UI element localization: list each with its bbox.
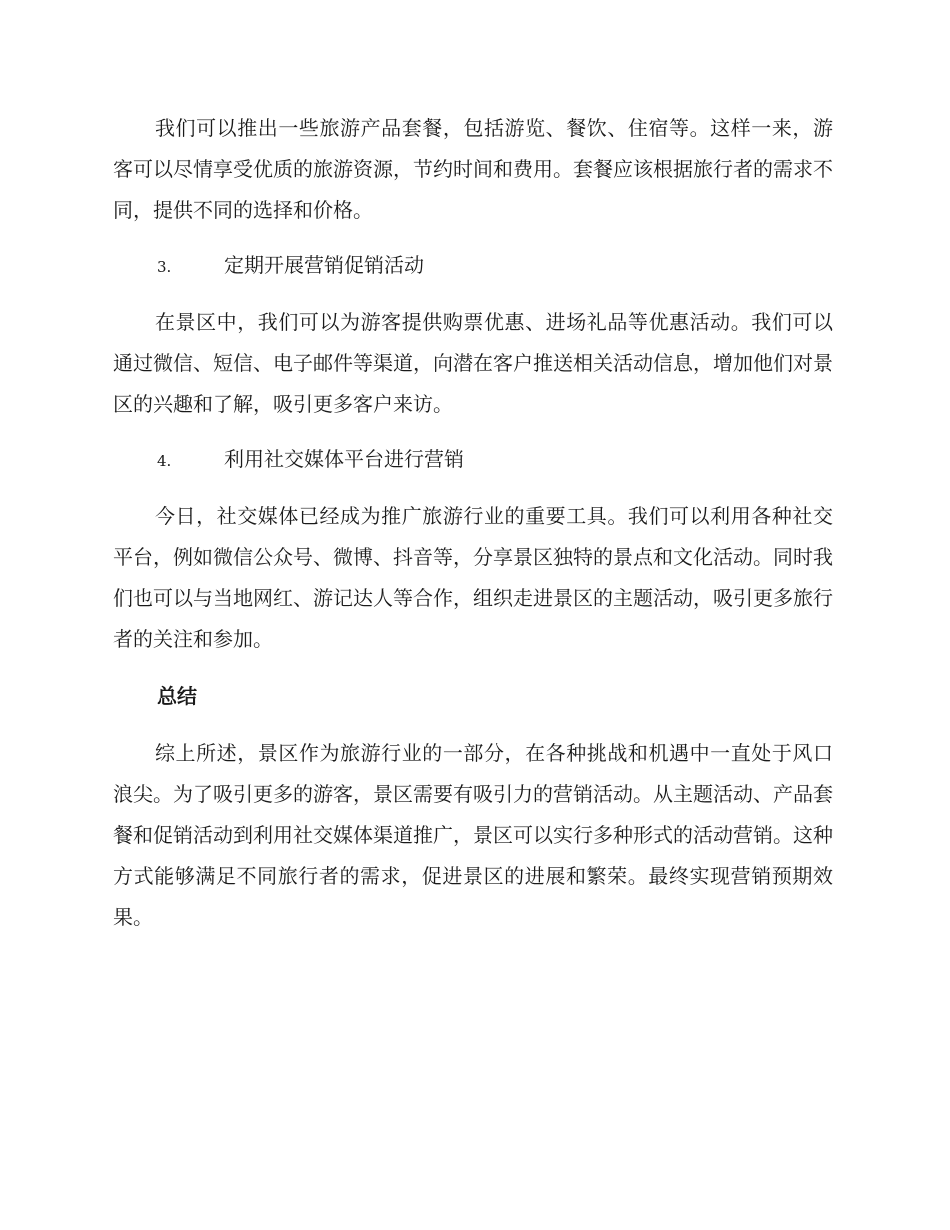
spacer: [113, 288, 833, 302]
spacer: [113, 717, 833, 733]
spacer: [113, 425, 833, 439]
spacer: [113, 660, 833, 676]
list-item-4: [113, 439, 833, 482]
list-number: 4.: [157, 452, 172, 470]
paragraph-promotions: 在景区中，我们可以为游客提供购票优惠、进场礼品等优惠活动。我们可以通过微信、短信、电子邮件等渠道，向潜在客户推送相关活动信息，增加他们对景区的兴趣和了解，吸引更多客户来访。: [113, 310, 833, 416]
spacer: [113, 231, 833, 245]
paragraph-summary: 综上所述，景区作为旅游行业的一部分，在各种挑战和机遇中一直处于风口浪尖。为了吸引更多的游客，景区需要有吸引力的营销活动。从主题活动、产品套餐和促销活动到利用社交媒体渠道推广，景区可以实行多种形式的活动营销。这种方式能够满足不同旅行者的需求，促进景区的进展和繁荣。最终实现营销预期效果。: [113, 741, 833, 929]
spacer: [113, 482, 833, 496]
paragraph-product-packages: 我们可以推出一些旅游产品套餐，包括游览、餐饮、住宿等。这样一来，游客可以尽情享受优质的旅游资源，节约时间和费用。套餐应该根据旅行者的需求不同，提供不同的选择和价格。: [113, 116, 833, 222]
paragraph-social-media: 今日，社交媒体已经成为推广旅游行业的重要工具。我们可以利用各种社交平台，例如微信公众号、微博、抖音等，分享景区独特的景点和文化活动。同时我们也可以与当地网红、游记达人等合作，组织走进景区的主题活动，吸引更多旅行者的关注和参加。: [113, 504, 833, 651]
list-item-3: [113, 245, 833, 288]
list-item-title: 利用社交媒体平台进行营销: [224, 447, 464, 471]
document-body: [113, 108, 833, 938]
list-number: 3.: [157, 258, 172, 276]
list-item-title: 定期开展营销促销活动: [224, 253, 424, 277]
section-heading-summary: 总结: [157, 684, 197, 708]
